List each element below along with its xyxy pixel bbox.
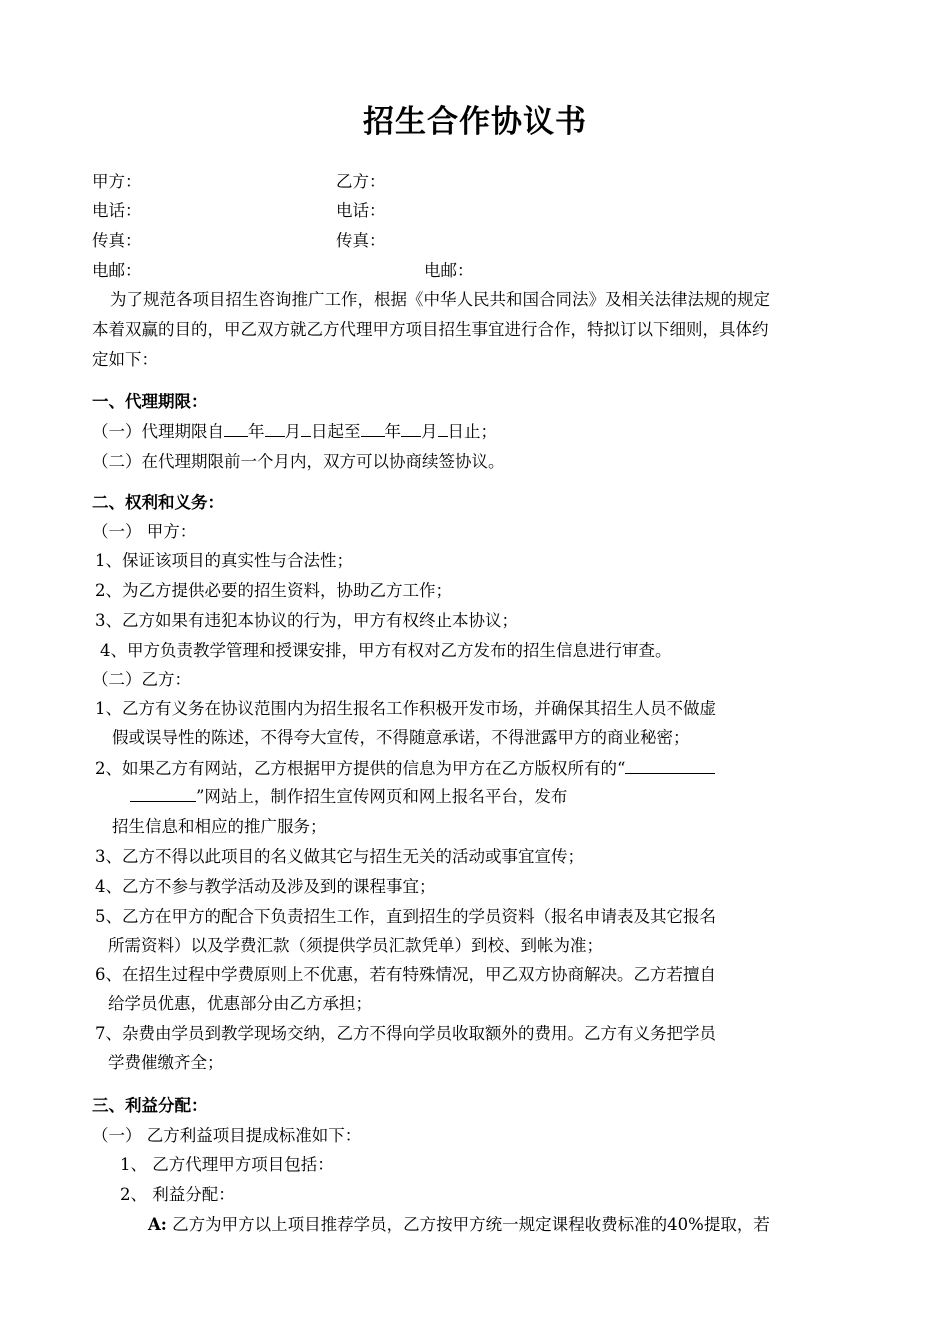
section-3-item-1: 1、 乙方代理甲方项目包括：	[120, 1155, 334, 1174]
item-1-part-3: 月	[284, 422, 301, 441]
item-1-part-4: 日起至	[311, 422, 361, 441]
party-b-duty-3: 3、乙方不得以此项目的名义做其它与招生无关的活动或事宜宣传；	[95, 847, 584, 866]
party-a-label: 甲方：	[92, 172, 142, 191]
party-a-duty-4: 4、甲方负责教学管理和授课安排，甲方有权对乙方发布的招生信息进行审查。	[100, 641, 672, 660]
item-1-part-1: （一）代理期限自	[92, 422, 224, 441]
party-b-fax: 传真：	[336, 231, 386, 250]
party-b-duty-2-line-2	[130, 786, 567, 808]
intro-line-3: 定如下：	[92, 350, 158, 369]
blank-end-day	[438, 421, 448, 437]
party-b-duty-7-line-1: 7、杂费由学员到教学现场交纳，乙方不得向学员收取额外的费用。乙方有义务把学员	[95, 1024, 716, 1043]
duty-2-text-2: ”网站上，制作招生宣传网页和网上报名平台，发布	[196, 787, 568, 806]
party-a-fax: 传真：	[92, 231, 142, 250]
party-b-duty-4: 4、乙方不参与教学活动及涉及到的课程事宜；	[95, 877, 436, 896]
party-a-duties-heading: （一） 甲方：	[92, 522, 197, 541]
party-b-duty-7-line-2: 学费催缴齐全；	[108, 1053, 224, 1072]
party-b-email: 电邮：	[424, 261, 474, 280]
party-b-duty-1-line-1: 1、乙方有义务在协议范围内为招生报名工作积极开发市场，并确保其招生人员不做虚	[95, 699, 716, 718]
party-b-label: 乙方：	[336, 172, 386, 191]
party-a-email: 电邮：	[92, 261, 142, 280]
party-b-duty-2-line-1	[95, 758, 715, 780]
party-b-duty-1-line-2: 假或误导性的陈述，不得夸大宣传，不得随意承诺，不得泄露甲方的商业秘密；	[112, 728, 690, 747]
section-2-heading: 二、权利和义务：	[92, 493, 224, 512]
party-b-duty-6-line-2: 给学员优惠，优惠部分由乙方承担；	[108, 994, 372, 1013]
section-3-sub-1: （一） 乙方利益项目提成标准如下：	[92, 1126, 362, 1145]
document-title: 招生合作协议书	[363, 104, 587, 140]
party-b-duty-5-line-1: 5、乙方在甲方的配合下负责招生工作，直到招生的学员资料（报名申请表及其它报名	[95, 907, 716, 926]
intro-line-1: 为了规范各项目招生咨询推广工作，根据《中华人民共和国合同法》及相关法律法规的规定	[110, 290, 770, 309]
item-a-text: 乙方为甲方以上项目推荐学员，乙方按甲方统一规定课程收费标准的40%提取，若	[166, 1215, 770, 1234]
blank-website-name-1	[625, 758, 715, 774]
party-a-duty-3: 3、乙方如果有违犯本协议的行为，甲方有权终止本协议；	[95, 611, 518, 630]
item-a-label: A:	[148, 1215, 167, 1234]
blank-start-year	[224, 421, 248, 437]
party-a-phone: 电话：	[92, 201, 142, 220]
blank-start-day	[301, 421, 311, 437]
intro-line-2: 本着双赢的目的，甲乙双方就乙方代理甲方项目招生事宜进行合作，特拟订以下细则，具体约	[92, 320, 769, 339]
section-3-heading: 三、利益分配：	[92, 1096, 208, 1115]
section-1-item-1	[92, 421, 497, 443]
section-1-heading: 一、代理期限：	[92, 392, 208, 411]
party-b-duty-5-line-2: 所需资料）以及学费汇款（须提供学员汇款凭单）到校、到帐为准；	[108, 936, 603, 955]
party-b-phone: 电话：	[336, 201, 386, 220]
item-1-part-5: 年	[384, 422, 401, 441]
section-3-item-2: 2、 利益分配：	[120, 1185, 235, 1204]
item-1-part-2: 年	[248, 422, 265, 441]
blank-start-month	[265, 421, 285, 437]
party-b-duty-6-line-1: 6、在招生过程中学费原则上不优惠，若有特殊情况，甲乙双方协商解决。乙方若擅自	[95, 965, 716, 984]
item-1-part-7: 日止；	[447, 422, 497, 441]
party-a-duty-1: 1、保证该项目的真实性与合法性；	[95, 551, 353, 570]
duty-2-text: 2、如果乙方有网站，乙方根据甲方提供的信息为甲方在乙方版权所有的“	[95, 759, 626, 778]
section-1-item-2: （二）在代理期限前一个月内，双方可以协商续签协议。	[92, 452, 505, 471]
blank-website-name-2	[130, 786, 196, 802]
blank-end-month	[401, 421, 421, 437]
party-b-duty-2-line-3: 招生信息和相应的推广服务；	[112, 817, 327, 836]
blank-end-year	[361, 421, 385, 437]
party-b-duties-heading: （二）乙方：	[92, 670, 191, 689]
item-1-part-6: 月	[421, 422, 438, 441]
party-a-duty-2: 2、为乙方提供必要的招生资料，协助乙方工作；	[95, 581, 452, 600]
section-3-item-a	[148, 1214, 770, 1236]
